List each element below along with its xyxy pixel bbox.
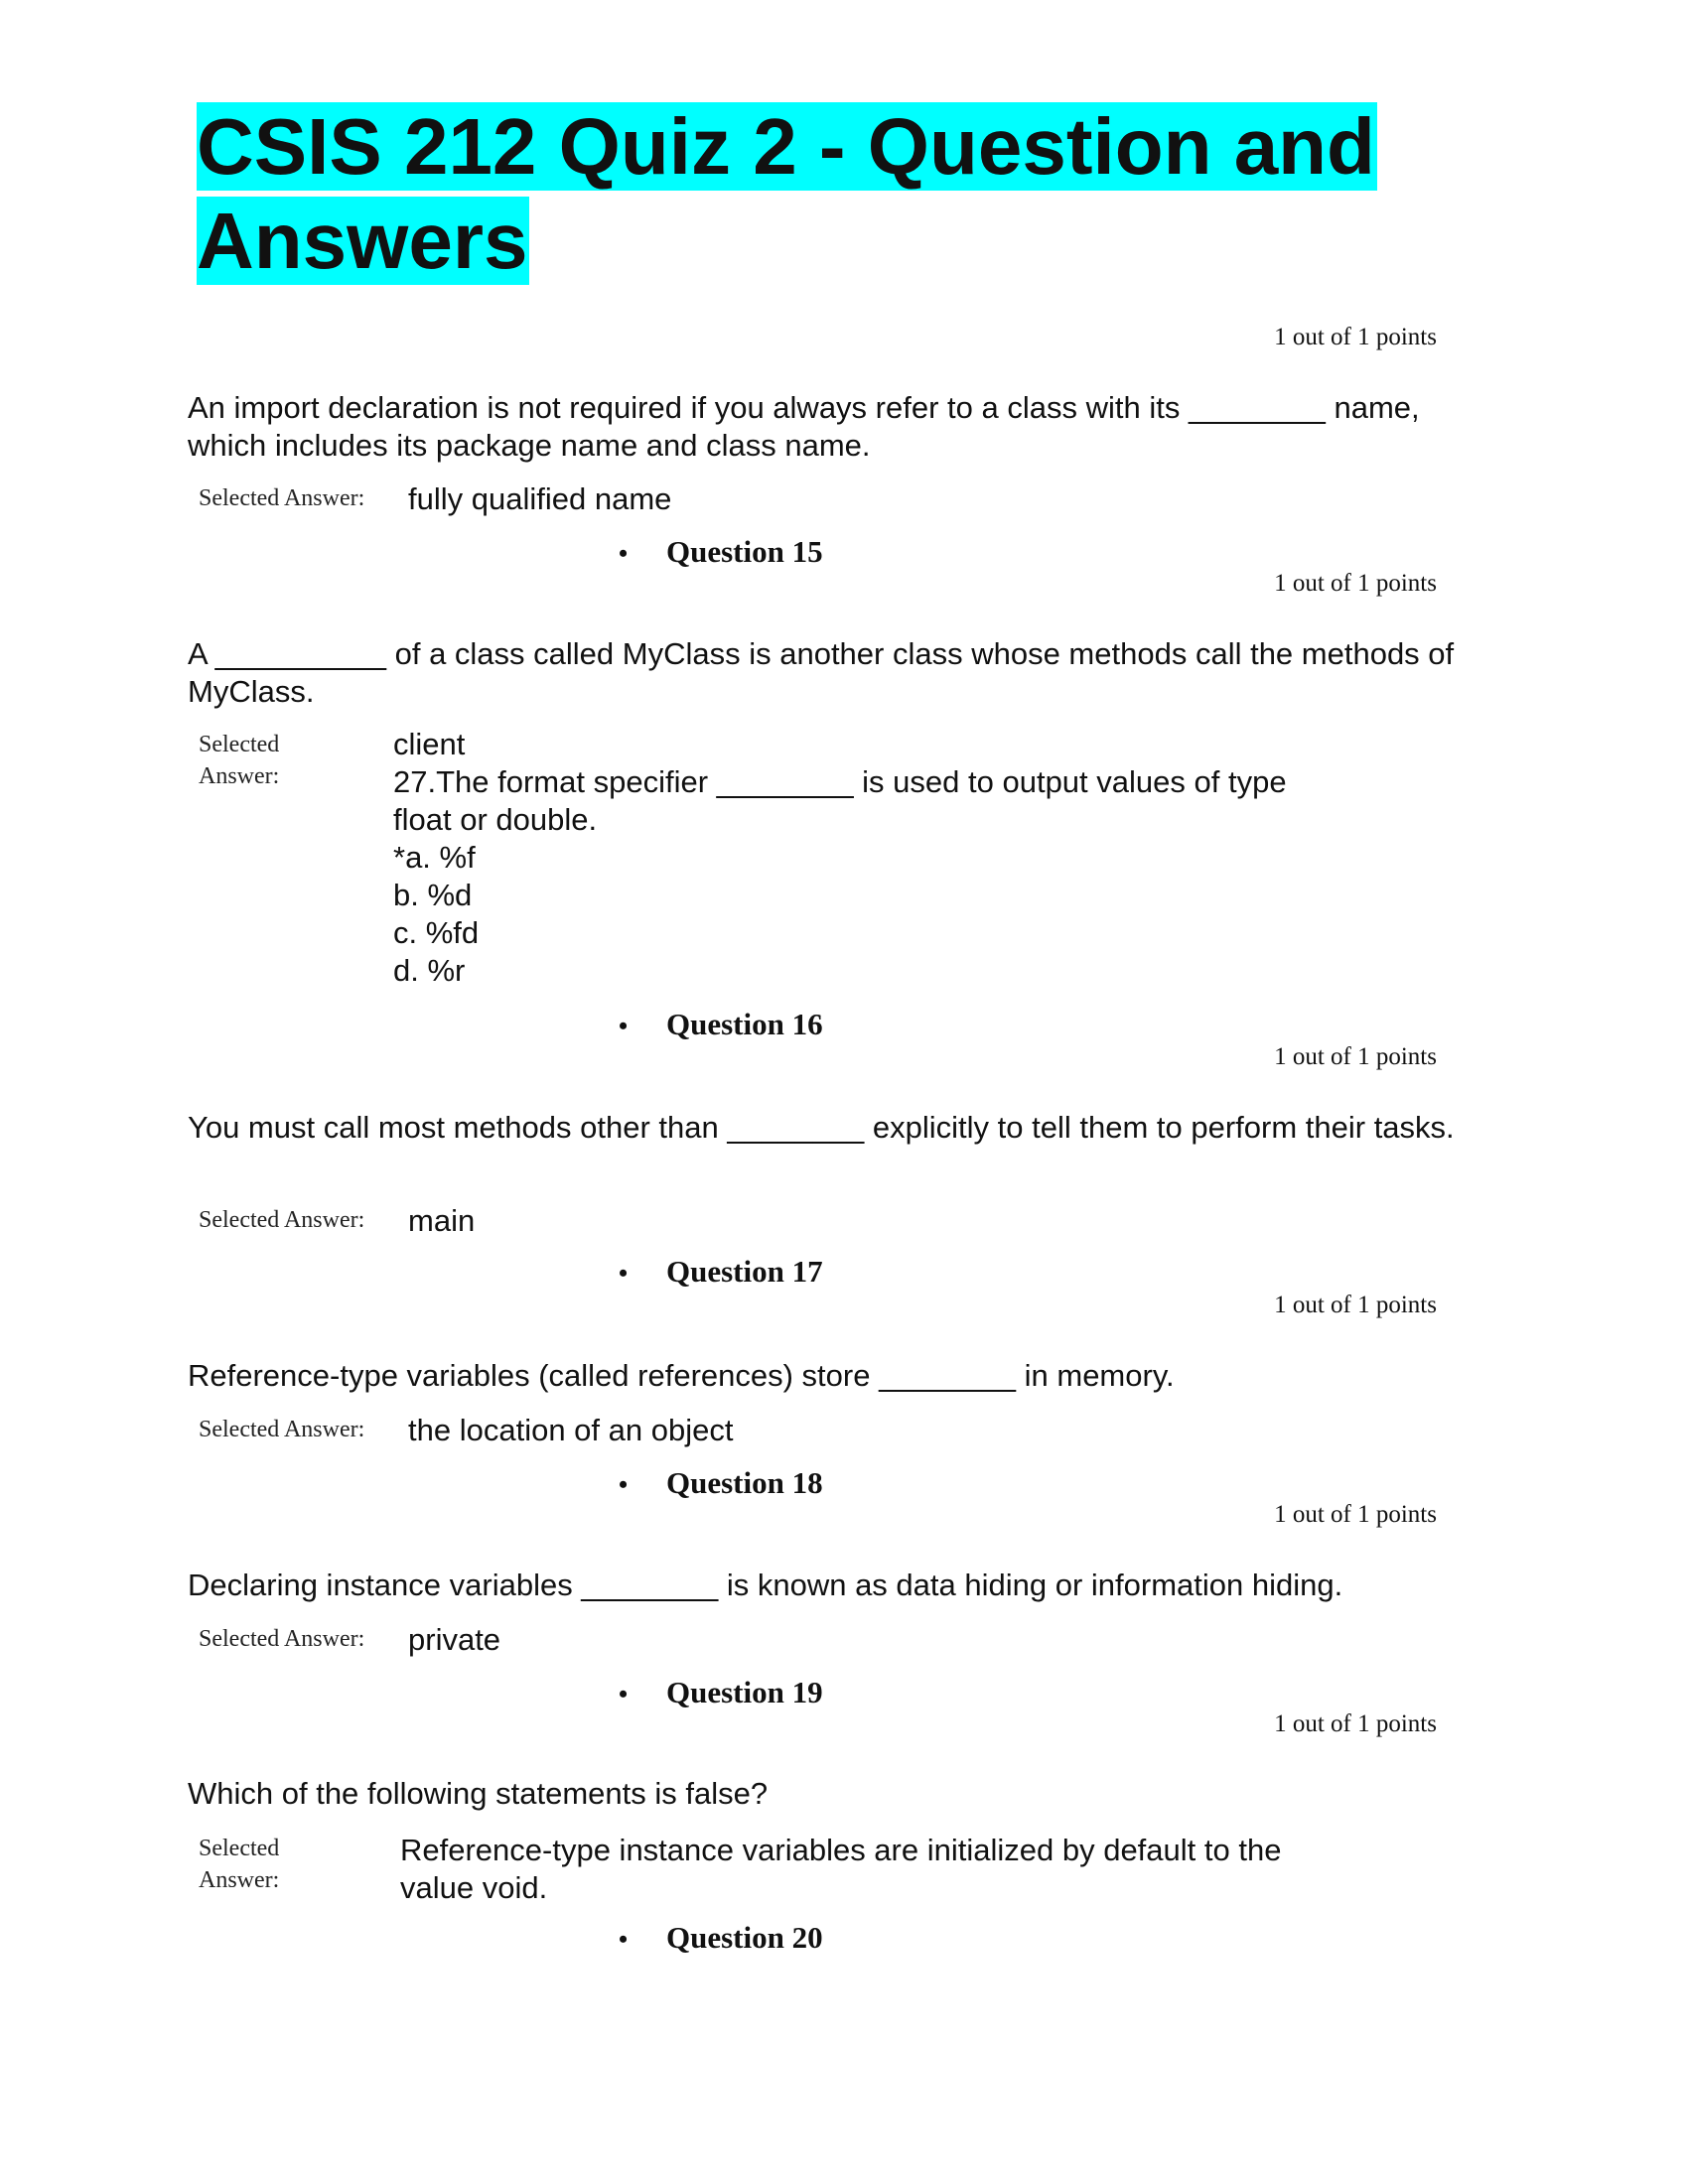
question-number: Question 16	[666, 1007, 823, 1041]
answer-line: *a. %f	[393, 840, 476, 875]
points-score: 1 out of 1 points	[1274, 1501, 1437, 1528]
question-number: Question 17	[666, 1254, 823, 1289]
points-score: 1 out of 1 points	[1274, 1043, 1437, 1070]
answer-line: b. %d	[393, 878, 473, 912]
points-score: 1 out of 1 points	[1274, 1710, 1437, 1737]
question-heading	[619, 1254, 823, 1290]
answer-line: 27.The format specifier ________ is used to output values of type	[393, 764, 1287, 799]
selected-answer-label: Selected Answer:	[199, 1417, 365, 1442]
label-line: Answer:	[199, 1867, 280, 1893]
label-line: Selected	[199, 732, 280, 757]
question-heading	[619, 1465, 823, 1501]
selected-answer: the location of an object	[408, 1413, 734, 1447]
question-text: Reference-type variables (called references) store ________ in memory.	[188, 1358, 1175, 1393]
question-heading	[619, 1675, 823, 1710]
question-heading	[619, 1920, 823, 1956]
question-text: Declaring instance variables ________ is known as data hiding or information hiding.	[188, 1568, 1343, 1602]
title-line-1: CSIS 212 Quiz 2 - Question and	[197, 102, 1375, 191]
label-line: Selected	[199, 1836, 280, 1861]
question-heading	[619, 534, 823, 570]
answer-line: float or double.	[393, 802, 598, 837]
selected-answer-label: Selected Answer:	[199, 1626, 365, 1652]
question-text: An import declaration is not required if you always refer to a class with its ________ name, which includes its package name and class name.	[188, 390, 1420, 463]
bullet-icon: •	[619, 1925, 629, 1954]
answer-line: Reference-type instance variables are initialized by default to the	[400, 1833, 1282, 1867]
question-text: Which of the following statements is false?	[188, 1776, 769, 1811]
bullet-icon: •	[619, 1259, 629, 1288]
label-line: Answer:	[199, 763, 280, 789]
page-title	[197, 99, 1377, 288]
selected-answer-label: Selected Answer:	[199, 1207, 365, 1233]
question-number: Question 20	[666, 1920, 823, 1955]
selected-answer: private	[408, 1622, 501, 1657]
selected-answer	[400, 1832, 1281, 1907]
title-line-2: Answers	[197, 197, 528, 285]
question-text: You must call most methods other than ________ explicitly to tell them to perform their tasks.	[188, 1110, 1455, 1145]
points-score: 1 out of 1 points	[1274, 324, 1437, 350]
selected-answer: main	[408, 1203, 476, 1238]
question-number: Question 19	[666, 1675, 823, 1709]
selected-answer-label	[199, 1833, 308, 1896]
selected-answer	[393, 726, 1287, 990]
question-heading	[619, 1007, 823, 1042]
answer-line: d. %r	[393, 953, 466, 988]
bullet-icon: •	[619, 1470, 629, 1499]
bullet-icon: •	[619, 1680, 629, 1708]
selected-answer-label	[199, 729, 308, 792]
selected-answer-label: Selected Answer:	[199, 485, 365, 511]
question-text: A __________ of a class called MyClass is another class whose methods call the methods of MyClass.	[188, 636, 1455, 709]
bullet-icon: •	[619, 1012, 629, 1040]
bullet-icon: •	[619, 539, 629, 568]
points-score: 1 out of 1 points	[1274, 1292, 1437, 1318]
answer-line: client	[393, 727, 466, 761]
answer-line: c. %fd	[393, 915, 480, 950]
answer-line: value void.	[400, 1870, 548, 1905]
question-number: Question 15	[666, 534, 823, 569]
selected-answer: fully qualified name	[408, 481, 672, 516]
question-number: Question 18	[666, 1465, 823, 1500]
points-score: 1 out of 1 points	[1274, 570, 1437, 597]
